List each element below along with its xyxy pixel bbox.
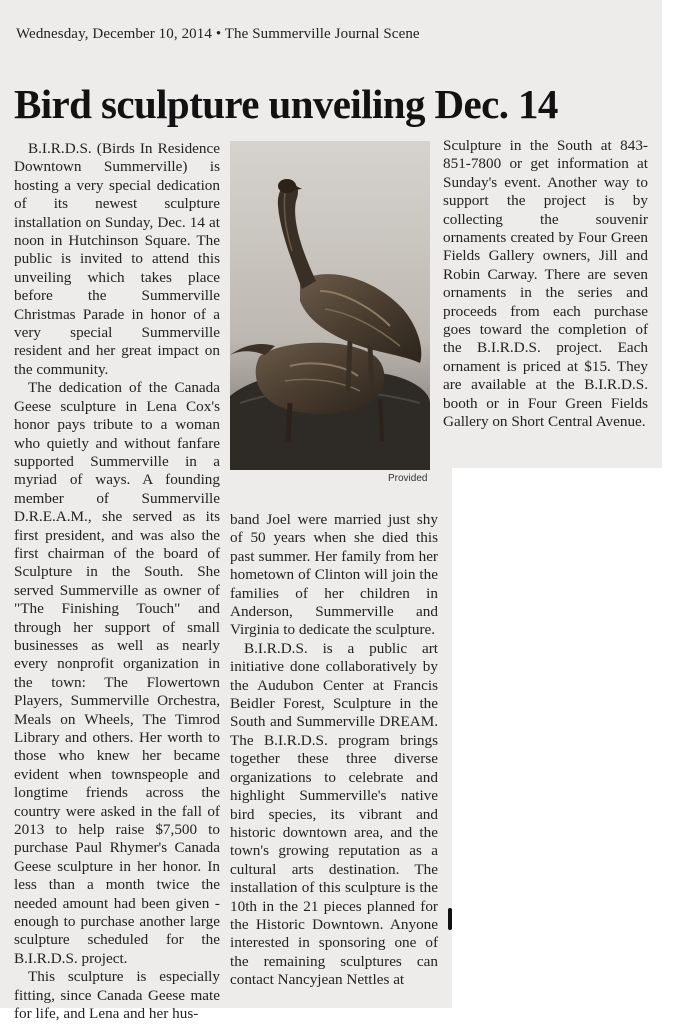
headline: Bird sculpture unveiling Dec. 14: [14, 81, 558, 127]
scan-mark: [448, 908, 452, 930]
paragraph: B.I.R.D.S. is a public art initiative done collaboratively by the Audubon Center at Francis Beidler Forest, Sculpture in the South and Summerville DREAM. The B.I.R.D.S. program brings together these three diverse organizations to celebrate and highlight Summerville's native bird species, its vibrant and historic downtown area, and the town's growing reputation as a cultural arts destination. The installation of this sculpture is the 10th in the 21 pieces planned for the Historic Downtown. Anyone interested in sponsoring one of the remaining sculptures can contact Nancyjean Nettles at: [230, 639, 438, 989]
dateline: Wednesday, December 10, 2014 • The Summerville Journal Scene: [16, 26, 420, 42]
photo-credit: Provided: [388, 473, 428, 484]
paragraph: B.I.R.D.S. (Birds In Residence Downtown Summerville) is hosting a very special dedication of its newest sculpture installation on Sunday, Dec. 14 at noon in Hutchinson Square. The public is invited to attend this unveiling which takes place before the Summerville Christmas Parade in honor of a very special Summerville resident and her great impact on the community.: [14, 140, 220, 378]
paragraph: Sculpture in the South at 843-851-7800 or get information at Sunday's event. Another way to support the project is by collecting the souvenir ornaments created by Four Green Fields Gallery owners, Jill and Robin Carway. There are seven ornaments in the series and proceeds from each purchase goes toward the completion of the B.I.R.D.S. project. Each ornament is priced at $15. They are available at the B.I.R.D.S. booth or in Four Green Fields Gallery on Short Central Avenue.: [443, 137, 648, 431]
paragraph: The dedication of the Canada Geese sculpture in Lena Cox's honor pays tribute to a woman who quietly and without fanfare supported Summerville in a myriad of ways. A founding member of Summerville D.R.E.A.M., she served as its first president, and was also the first chairman of the board of Sculpture in the South. She served Summerville as owner of "The Finishing Touch" and through her support of small businesses as well as nearly every nonprofit organization in the town: The Flowertown Players, Summerville Orchestra, Meals on Wheels, The Timrod Library and others. Her worth to those who knew her became evident when townspeople and longtime friends across the country were asked in the fall of 2013 to help raise $7,500 to purchase Paul Rhymer's Canada Geese sculpture in her honor. In less than a month twice the needed amount had been given - enough to purchase another large sculpture scheduled for the B.I.R.D.S. project.: [14, 379, 220, 967]
article-column-3: [443, 137, 648, 432]
article-column-2: [230, 511, 438, 990]
article-column-1: [14, 140, 220, 1024]
canada-geese-sculpture-photo-icon: [230, 141, 430, 470]
paragraph: band Joel were married just shy of 50 years when she died this past summer. Her family from her hometown of Clinton will join the families of her children in Anderson, Summerville and Virginia to dedicate the sculpture.: [230, 511, 438, 639]
paragraph: This sculpture is especially fitting, since Canada Geese mate for life, and Lena and her hus-: [14, 968, 220, 1023]
sculpture-photo: [230, 141, 430, 470]
